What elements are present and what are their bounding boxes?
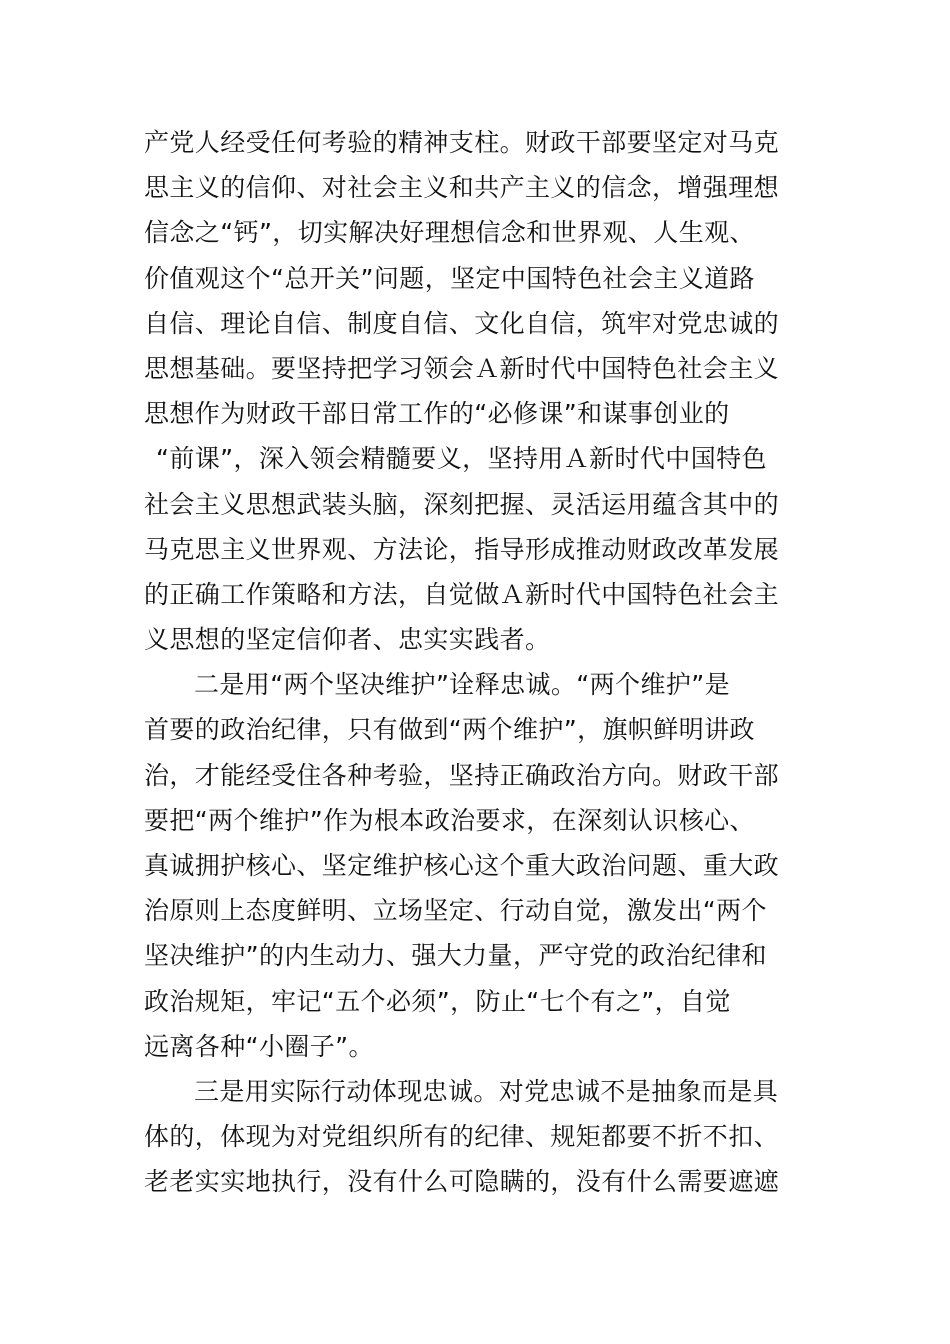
paragraph-2 (144, 662, 794, 1069)
body-text (144, 120, 794, 1205)
text-line: 真诚拥护核心、坚定维护核心这个重大政治问题、重大政 (144, 851, 780, 880)
paragraph-3 (144, 1069, 794, 1205)
text-line: 的正确工作策略和方法，自觉做Ａ新时代中国特色社会主 (144, 579, 780, 609)
text-line: 信念之“钙”，切实解决好理想信念和世界观、人生观、 (144, 218, 755, 248)
text-line: 思主义的信仰、对社会主义和共产主义的信念，增强理想 (144, 173, 780, 203)
text-line: 自信、理论自信、制度自信、文化自信，筑牢对党忠诚的 (144, 308, 780, 338)
text-line: 义思想的坚定信仰者、忠实实践者。 (144, 625, 551, 655)
text-line: 老老实实地执行，没有什么可隐瞒的，没有什么需要遮遮 (144, 1167, 780, 1197)
text-line: 远离各种“小圈子”。 (144, 1031, 374, 1061)
text-line: 要把“两个维护”作为根本政治要求，在深刻认识核心、 (144, 805, 755, 835)
text-line: 思想基础。要坚持把学习领会Ａ新时代中国特色社会主义 (144, 353, 780, 383)
text-line: 体的，体现为对党组织所有的纪律、规矩都要不折不扣、 (144, 1122, 780, 1152)
text-line: 坚决维护”的内生动力、强大力量，严守党的政治纪律和 (144, 941, 767, 971)
text-line: 社会主义思想武装头脑，深刻把握、灵活运用蕴含其中的 (144, 489, 780, 519)
paragraph-1 (144, 120, 794, 662)
text-line: “前课”，深入领会精髓要义，坚持用Ａ新时代中国特色 (156, 444, 767, 474)
text-line: 二是用“两个坚决维护”诠释忠诚。“两个维护”是 (194, 670, 731, 700)
text-line: 马克思主义世界观、方法论，指导形成推动财政改革发展 (144, 534, 780, 564)
text-line: 价值观这个“总开关”问题，坚定中国特色社会主义道路 (144, 263, 755, 293)
text-line: 治，才能经受住各种考验，坚持正确政治方向。财政干部 (144, 760, 780, 790)
text-line: 首要的政治纪律，只有做到“两个维护”，旗帜鲜明讲政 (144, 715, 755, 745)
text-line: 三是用实际行动体现忠诚。对党忠诚不是抽象而是具 (194, 1076, 779, 1106)
text-line: 治原则上态度鲜明、立场坚定、行动自觉，激发出“两个 (144, 896, 767, 926)
text-line: 产党人经受任何考验的精神支柱。财政干部要坚定对马克 (144, 128, 780, 157)
text-line: 思想作为财政干部日常工作的“必修课”和谋事创业的 (144, 399, 730, 429)
text-line: 政治规矩，牢记“五个必须”，防止“七个有之”，自觉 (144, 986, 731, 1016)
